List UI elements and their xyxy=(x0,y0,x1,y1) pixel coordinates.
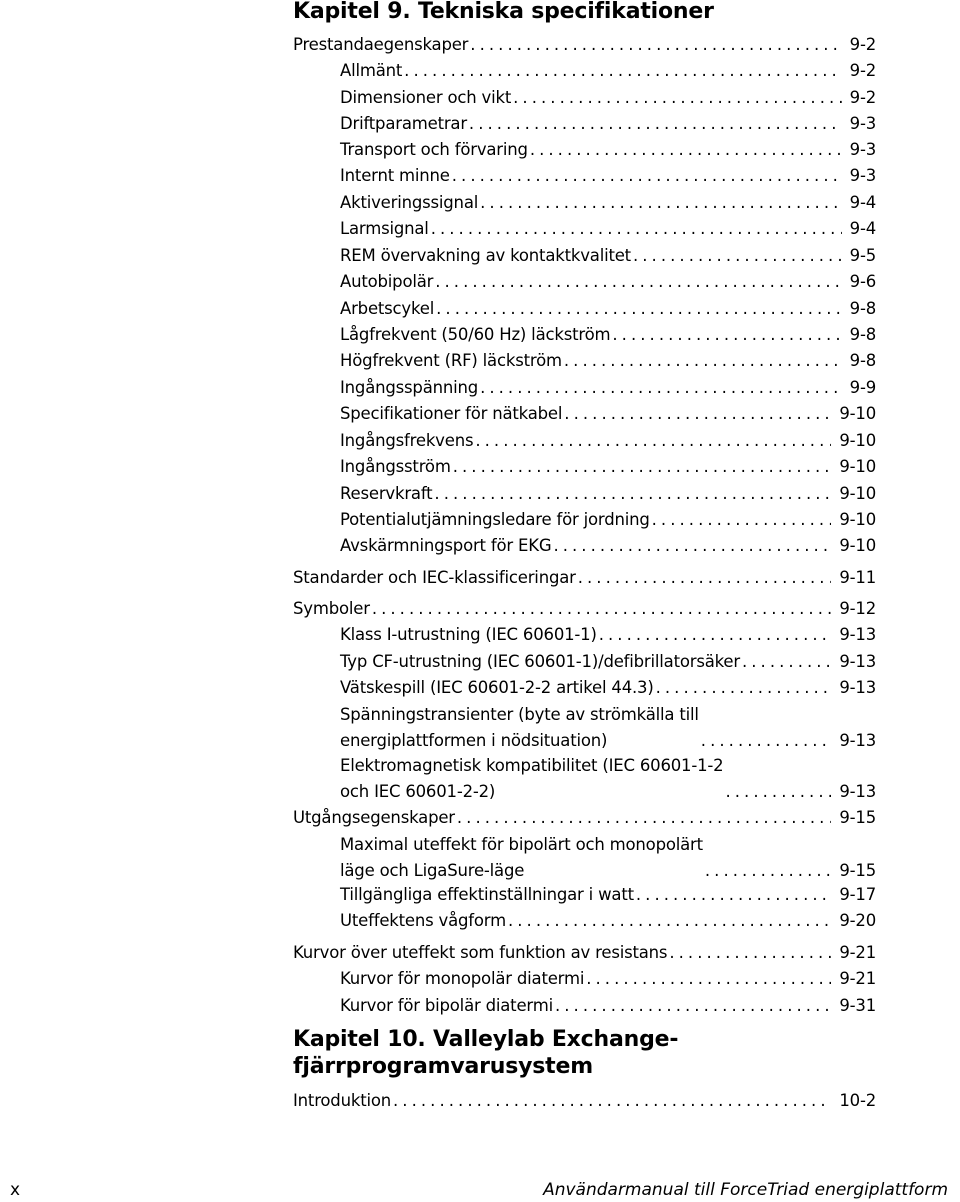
toc-page-number: 9-8 xyxy=(849,299,876,318)
toc-page-number: 9-12 xyxy=(839,599,876,618)
dot-leader xyxy=(451,454,832,480)
dot-leader xyxy=(650,507,832,533)
toc-entry[interactable] xyxy=(340,58,876,84)
dot-leader xyxy=(432,481,831,507)
dot-leader xyxy=(473,428,831,454)
toc-entry-title: Utgångsegenskaper xyxy=(293,808,455,827)
dot-leader xyxy=(528,137,842,163)
dot-leader xyxy=(631,243,842,269)
toc-entry-title: Uteffektens vågform xyxy=(340,911,506,930)
toc-entry[interactable] xyxy=(340,454,876,480)
toc-page-number: 9-8 xyxy=(849,351,876,370)
toc-page-number: 9-2 xyxy=(849,61,876,80)
toc-entry-title: Kurvor för bipolär diatermi xyxy=(340,996,553,1015)
toc-page-number: 9-10 xyxy=(839,457,876,476)
toc-entry-title: Maximal uteffekt för bipolärt och monopolärt läge och LigaSure-läge xyxy=(340,835,703,880)
toc-page-number: 9-4 xyxy=(849,193,876,212)
dot-leader xyxy=(654,675,832,701)
dot-leader xyxy=(402,58,841,84)
dot-leader xyxy=(634,882,831,908)
toc-entry-title: Arbetscykel xyxy=(340,299,435,318)
toc-entry[interactable] xyxy=(293,805,876,831)
dot-leader xyxy=(740,649,831,675)
toc-entry-title: Ingångsspänning xyxy=(340,378,479,397)
toc-entry-title: Typ CF-utrustning (IEC 60601-1)/defibrillatorsäker xyxy=(340,652,740,671)
toc-page-number: 9-17 xyxy=(839,885,876,904)
toc-entry-title: Potentialutjämningsledare för jordning xyxy=(340,510,650,529)
toc-entry-title: Introduktion xyxy=(293,1091,392,1110)
toc-page-number: 9-21 xyxy=(839,969,876,988)
toc-entry[interactable] xyxy=(340,348,876,374)
toc-entry-title: Prestandaegenskaper xyxy=(293,35,469,54)
chapter-9-heading: Kapitel 9. Tekniska specifikationer xyxy=(293,0,714,24)
toc-page-number: 9-3 xyxy=(849,140,876,159)
toc-page-number: 9-13 xyxy=(839,678,876,697)
toc-entry[interactable] xyxy=(340,137,876,163)
toc-entry[interactable] xyxy=(340,296,876,322)
dot-leader xyxy=(551,533,831,559)
toc-entry-title: Reservkraft xyxy=(340,484,433,503)
toc-entry-title: Kurvor för monopolär diatermi xyxy=(340,969,585,988)
toc-entry[interactable] xyxy=(340,702,876,754)
toc-entry[interactable] xyxy=(293,32,876,58)
toc-page-number: 9-2 xyxy=(849,35,876,54)
toc-entry-title: Allmänt xyxy=(340,61,403,80)
toc-page-number: 9-2 xyxy=(849,88,876,107)
toc-entry[interactable] xyxy=(340,216,876,242)
toc-entry[interactable] xyxy=(340,753,876,805)
toc-page-number: 9-31 xyxy=(839,996,876,1015)
toc-entry-title: Lågfrekvent (50/60 Hz) läckström xyxy=(340,325,611,344)
toc-page-number: 9-15 xyxy=(839,861,876,880)
toc-page-number: 9-9 xyxy=(849,378,876,397)
toc-entry[interactable] xyxy=(340,375,876,401)
toc-page-number: 9-8 xyxy=(849,325,876,344)
toc-entry[interactable] xyxy=(340,428,876,454)
toc-entry[interactable] xyxy=(340,507,876,533)
toc-entry-title: Avskärmningsport för EKG xyxy=(340,536,552,555)
toc-page-number: 9-13 xyxy=(839,782,876,801)
dot-leader xyxy=(478,375,842,401)
toc-entry[interactable] xyxy=(340,649,876,675)
toc-page-number: 9-15 xyxy=(839,808,876,827)
toc-entry[interactable] xyxy=(293,1088,876,1114)
toc-entry-title: Driftparametrar xyxy=(340,114,467,133)
toc-entry[interactable] xyxy=(340,190,876,216)
dot-leader xyxy=(723,779,831,805)
dot-leader xyxy=(455,805,831,831)
toc-entry-title: Standarder och IEC-klassificeringar xyxy=(293,568,576,587)
toc-entry[interactable] xyxy=(293,940,876,966)
toc-entry[interactable] xyxy=(340,163,876,189)
dot-leader xyxy=(433,269,841,295)
dot-leader xyxy=(703,858,831,884)
toc-entry-title: Aktiveringssignal xyxy=(340,193,479,212)
chapter-10-heading: Kapitel 10. Valleylab Exchange- fjärrprogramvarusystem xyxy=(293,1027,679,1079)
toc-entry[interactable] xyxy=(340,243,876,269)
dot-leader xyxy=(562,348,842,374)
dot-leader xyxy=(511,85,842,111)
dot-leader xyxy=(450,163,842,189)
footer-manual-title: Användarmanual till ForceTriad energiplattform xyxy=(543,1180,948,1200)
dot-leader xyxy=(667,940,831,966)
toc-entry[interactable] xyxy=(340,85,876,111)
dot-leader xyxy=(391,1088,831,1114)
toc-page-number: 9-11 xyxy=(839,568,876,587)
toc-entry[interactable] xyxy=(340,322,876,348)
toc-entry-title: Dimensioner och vikt xyxy=(340,88,512,107)
toc-entry[interactable] xyxy=(340,832,876,884)
toc-entry[interactable] xyxy=(293,596,876,622)
toc-entry[interactable] xyxy=(340,269,876,295)
toc-entry-title: Symboler xyxy=(293,599,370,618)
toc-entry-title: Elektromagnetisk kompatibilitet (IEC 60601-1-2 och IEC 60601-2-2) xyxy=(340,756,724,801)
dot-leader xyxy=(562,401,831,427)
toc-page-number: 9-13 xyxy=(839,625,876,644)
toc-entry-title: Tillgängliga effektinställningar i watt xyxy=(340,885,634,904)
toc-page-number: 9-3 xyxy=(849,114,876,133)
footer-page-number: x xyxy=(10,1180,21,1200)
dot-leader xyxy=(429,216,842,242)
dot-leader xyxy=(468,32,841,58)
toc-page-number: 9-10 xyxy=(839,510,876,529)
toc-entry[interactable] xyxy=(340,966,876,992)
toc-page-number: 9-21 xyxy=(839,943,876,962)
toc-entry-title: Internt minne xyxy=(340,166,450,185)
toc-entry-title: Transport och förvaring xyxy=(340,140,528,159)
toc-page-number: 9-20 xyxy=(839,911,876,930)
toc-page-number: 9-13 xyxy=(839,731,876,750)
dot-leader xyxy=(699,728,832,754)
toc-entry[interactable] xyxy=(293,565,876,591)
toc-entry[interactable] xyxy=(340,481,876,507)
dot-leader xyxy=(506,908,831,934)
toc-page-number: 9-4 xyxy=(849,219,876,238)
dot-leader xyxy=(553,993,831,1019)
toc-entry[interactable] xyxy=(340,622,876,648)
toc-entry[interactable] xyxy=(340,908,876,934)
toc-page-number: 9-13 xyxy=(839,652,876,671)
toc-entry-title: Specifikationer för nätkabel xyxy=(340,404,563,423)
toc-page-number: 9-10 xyxy=(839,536,876,555)
dot-leader xyxy=(597,622,832,648)
toc-page-number: 9-5 xyxy=(849,246,876,265)
dot-leader xyxy=(478,190,842,216)
toc-page-number: 9-10 xyxy=(839,484,876,503)
toc-entry-title: Autobipolär xyxy=(340,272,434,291)
toc-entry-title: Klass I-utrustning (IEC 60601-1) xyxy=(340,625,597,644)
toc-entry-title: Vätskespill (IEC 60601-2-2 artikel 44.3) xyxy=(340,678,654,697)
toc-page-number: 9-10 xyxy=(839,404,876,423)
toc-entry-title: REM övervakning av kontaktkvalitet xyxy=(340,246,631,265)
toc-entry-title: Spänningstransienter (byte av strömkälla till energiplattformen i nödsituation) xyxy=(340,705,699,750)
toc-entry-title: Kurvor över uteffekt som funktion av resistans xyxy=(293,943,668,962)
toc-page-number: 9-6 xyxy=(849,272,876,291)
dot-leader xyxy=(434,296,842,322)
toc-entry[interactable] xyxy=(340,401,876,427)
toc-entry[interactable] xyxy=(340,111,876,137)
toc-entry[interactable] xyxy=(340,993,876,1019)
dot-leader xyxy=(467,111,842,137)
toc-entry-title: Ingångsström xyxy=(340,457,451,476)
toc-entry-title: Högfrekvent (RF) läckström xyxy=(340,351,562,370)
toc-entry-title: Larmsignal xyxy=(340,219,429,238)
dot-leader xyxy=(576,565,832,591)
toc-page-number: 9-3 xyxy=(849,166,876,185)
toc-entry[interactable] xyxy=(340,882,876,908)
toc-page-number: 9-10 xyxy=(839,431,876,450)
toc-page-number: 10-2 xyxy=(839,1091,876,1110)
toc-entry[interactable] xyxy=(340,675,876,701)
dot-leader xyxy=(610,322,841,348)
dot-leader xyxy=(370,596,832,622)
toc-entry-title: Ingångsfrekvens xyxy=(340,431,474,450)
dot-leader xyxy=(584,966,831,992)
toc-entry[interactable] xyxy=(340,533,876,559)
